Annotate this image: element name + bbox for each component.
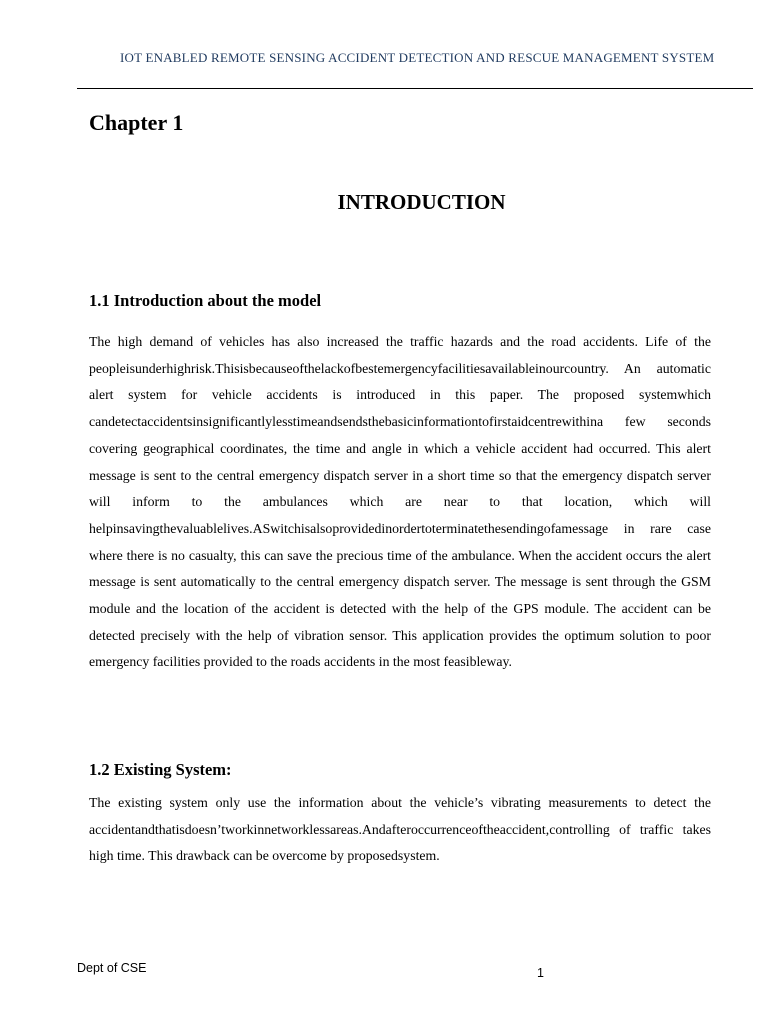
running-header: IOT ENABLED REMOTE SENSING ACCIDENT DETECTION AND RESCUE MANAGEMENT SYSTEM <box>120 50 715 65</box>
header-divider <box>77 88 753 89</box>
footer-department: Dept of CSE <box>77 961 147 975</box>
section-heading-1-2: 1.2 Existing System: <box>89 760 232 779</box>
section-body-1-2: The existing system only use the information about the vehicle’s vibrating measurements to detect the accidentandthatisdoesn’tworkinnetworklessareas.Andafteroccurrenceoftheaccident,controlling of traffic takes high time. This drawback can be overcome by proposedsystem. <box>89 795 711 864</box>
page-number: 1 <box>537 966 544 980</box>
chapter-label: Chapter 1 <box>89 110 184 135</box>
section-heading-1-1: 1.1 Introduction about the model <box>89 291 322 310</box>
section-body-1-1: The high demand of vehicles has also increased the traffic hazards and the road accidents. Life of the peopleisunderhighrisk.Thisisbecauseofthelackofbestemergencyfacilitiesavailableinourcountry. An automatic alert system for vehicle accidents is introduced in this paper. The proposed systemwhich candetectaccidentsinsignificantlylesstimeandsendsthebasicinformationtofirstaidcentrewithina few seconds covering geographical coordinates, the time and angle in which a vehicle accident had occurred. This alert message is sent to the central emergency dispatch server in a short time so that the emergency dispatch server will inform to the ambulances which are near to that location, which will helpinsavingthevaluablelives.ASwitchisalsoprovidedinordertoterminatethesendingofamessage in rare case where there is no casualty, this can save the precious time of the ambulance. When the accident occurs the alert message is sent automatically to the central emergency dispatch server. The message is sent through the GSM module and the location of the accident is detected with the help of the GPS module. The accident can be detected precisely with the help of vibration sensor. This application provides the optimum solution to poor emergency facilities provided to the roads accidents in the most feasibleway. <box>89 334 711 670</box>
chapter-title: INTRODUCTION <box>337 190 506 214</box>
